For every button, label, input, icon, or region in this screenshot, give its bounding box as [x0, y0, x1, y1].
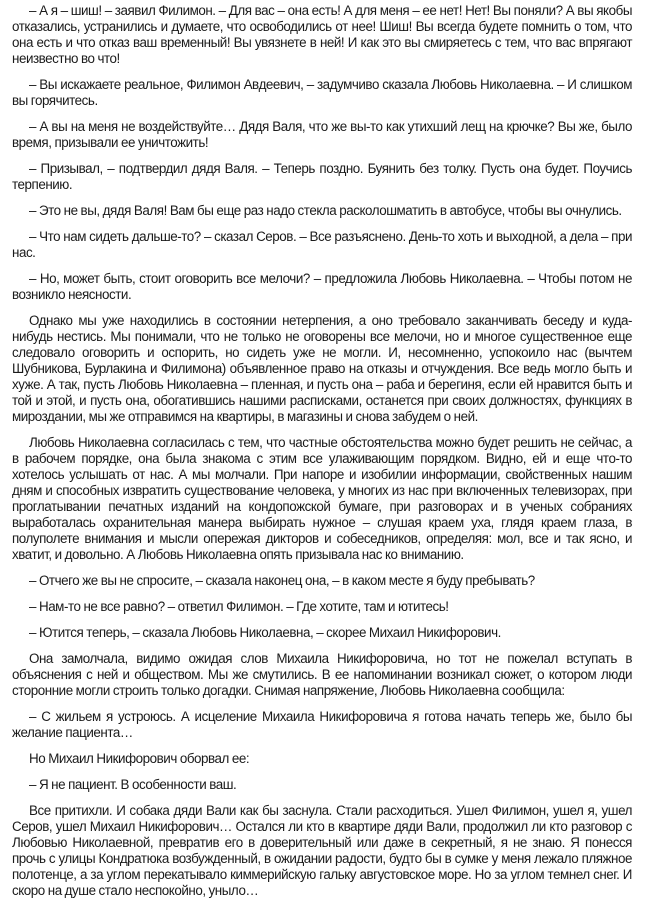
paragraph-dialogue-mikhail-huddles: – Ютится теперь, – сказала Любовь Николаевна, – скорее Михаил Никифорович. — [29, 625, 501, 640]
paragraph-narrative-departure: Все притихли. И собака дяди Вали как бы заснула. Стали расходиться. Ушел Филимон, ушел я, ушел Серов, ушел Михаил Никифорович… Остался ли кто в квартире дяди Вали, продолжил ли кто разговор с Любовью Николаевной, превратив его в доверительный или даже в секретный, я не знаю. Я понесся прочь с улицы Кондратюка возбужденный, в ожидании радости, будто бы в сумке у меня лежало пляжное полотенце, а за углом перекатывало киммерийскую гальку августовское море. Но за углом темнел снег. И скоро на душе стало неспокойно, уныло… — [12, 803, 632, 898]
paragraph-narrative-information: Любовь Николаевна согласилась с тем, что частные обстоятельства можно будет решить не сейчас, а в рабочем порядке, она была знакома с этим все улаживающим порядком. Видно, ей и еще что-то хотелось услышать от нас. А мы молчали. При напоре и изобилии информации, свойственных нашим дням и способных извратить существование человека, у многих из нас при включенных телевизорах, при проглатывании печатных изданий на кондопожской бумаге, при разговорах и в ученых собраниях выработалась охранительная манера выбирать нужное – слушая краем уха, глядя краем глаза, в полуполете внимания и мысли опережая дикторов и собеседников, определяя: мол, все и так ясно, и хватит, и довольно. А Любовь Николаевна опять призывала нас ко вниманию. — [12, 435, 632, 562]
paragraph-narrative-silence: Она замолчала, видимо ожидая слов Михаила Никифоровича, но тот не пожелал вступать в объяснения с ней и обществом. Мы же смутились. В ее напоминании возникал сюжет, о котором люди сторонние могли строить только догадки. Снимая напряжение, Любовь Николаевна сообщила: — [12, 651, 632, 698]
paragraph-dialogue-filimon-huddle: – Нам-то не все равно? – ответил Филимон. – Где хотите, там и ютитесь! — [29, 599, 449, 614]
paragraph-narrative-interrupted: Но Михаил Никифорович оборвал ее: — [29, 751, 250, 766]
paragraph-dialogue-healing: – С жильем я устроюсь. А исцеление Михаила Никифоровича я готова начать теперь же, было бы желание пациента… — [12, 709, 632, 740]
paragraph-dialogue-not-patient: – Я не пациент. В особенности ваш. — [29, 777, 237, 792]
paragraph-dialogue-filimon-to-valya: – А вы на меня не воздействуйте… Дядя Валя, что же вы-то как утихший лещ на крючке? Вы же, было время, призывали ее уничтожить! — [12, 119, 632, 150]
paragraph-dialogue-lyubov-reply: – Вы искажаете реальное, Филимон Авдеевич, – задумчиво сказала Любовь Николаевна. – И слишком вы горячитесь. — [12, 77, 632, 108]
paragraph-dialogue-valya-reply: – Призывал, – подтвердил дядя Валя. – Теперь поздно. Буянить без толку. Пусть она будет. Поучись терпению. — [12, 161, 632, 192]
paragraph-dialogue-bus-windows: – Это не вы, дядя Валя! Вам бы еще раз надо стекла расколошматить в автобусе, чтобы вы очнулись. — [29, 203, 622, 218]
paragraph-dialogue-lyubov-details: – Но, может быть, стоит оговорить все мелочи? – предложила Любовь Николаевна. – Чтобы потом не возникло неясности. — [12, 271, 632, 302]
paragraph-dialogue-serov: – Что нам сидеть дальше-то? – сказал Серов. – Все разъяснено. День-то хоть и выходной, а дела – при нас. — [12, 229, 632, 260]
paragraph-dialogue-filimon-shish: – А я – шиш! – заявил Филимон. – Для вас – она есть! А для меня – ее нет! Нет! Вы поняли? А вы якобы отказались, устранились и думаете, что освободились от нее! Шиш! Вы всегда будете помнить о том, что она есть и что отказ ваш временный! Вы увязнете в ней! И как это вы смиряетесь с тем, что вас впрягают неизвестно во что! — [12, 3, 632, 66]
paragraph-narrative-impatience: Однако мы уже находились в состоянии нетерпения, а оно требовало заканчивать беседу и куда-нибудь нестись. Мы понимали, что не только не оговорены все мелочи, но и многое существенное еще следовало оговорить и оспорить, но сидеть уже не могли. И, несомненно, успокоило нас (вычтем Шубникова, Бурлакина и Филимона) объявленное право на отказы и отчуждения. Все ведь могло быть и хуже. А так, пусть Любовь Николаевна – пленная, и пусть она – раба и берегиня, если ей нравится быть и той и этой, и пусть она, обогатившись нашими расписками, останется при своих должностях, функциях в мироздании, мы же отправимся на квартиры, в магазины и снова забудем о ней. — [12, 313, 632, 424]
paragraph-dialogue-where-stay: – Отчего же вы не спросите, – сказала наконец она, – в каком месте я буду пребывать? — [29, 573, 535, 588]
